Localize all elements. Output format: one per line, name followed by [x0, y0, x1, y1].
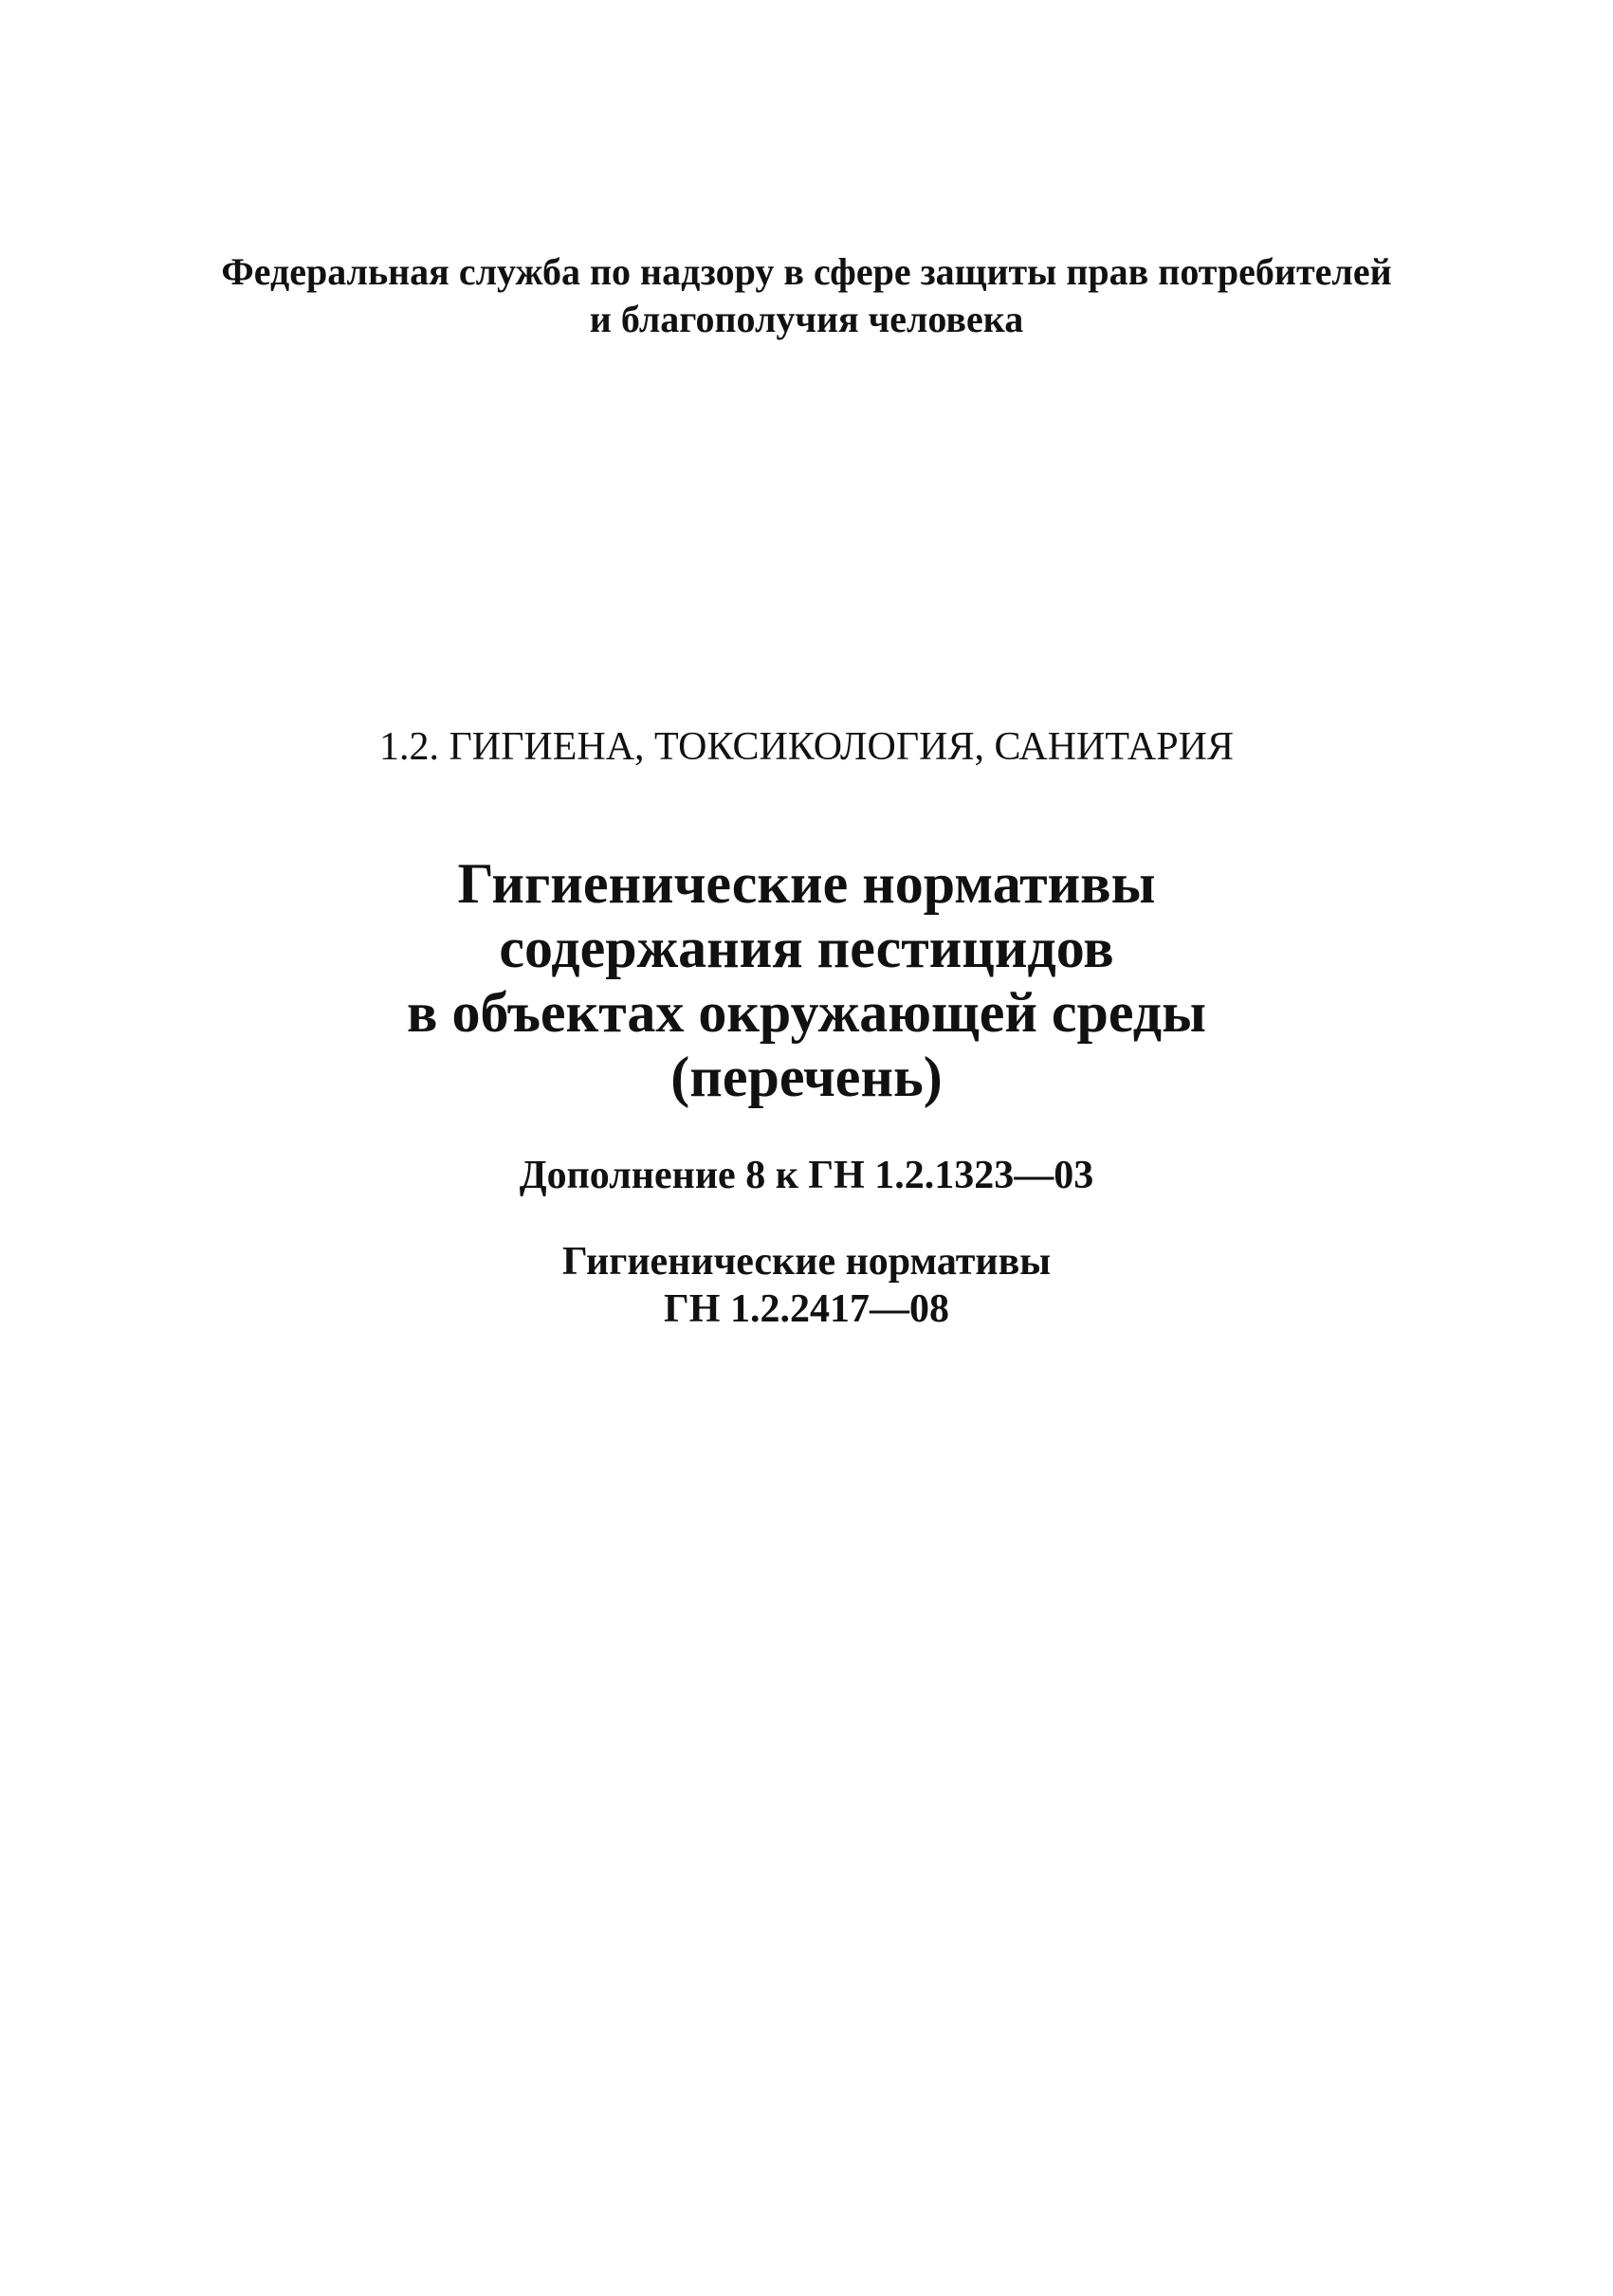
title-line-4: (перечень) — [670, 1046, 943, 1108]
title-line-1: Гигиенические нормативы — [457, 852, 1156, 915]
supplement-text: Дополнение 8 к ГН 1.2.1323—03 — [519, 1154, 1094, 1197]
organization-header — [0, 248, 1613, 343]
norms-designation — [0, 1238, 1613, 1333]
norms-line-1: Гигиенические нормативы — [561, 1240, 1052, 1284]
organization-line-1: Федеральная служба по надзору в сфере защиты прав потребителей — [221, 250, 1392, 293]
title-line-2: содержания пестицидов — [499, 917, 1114, 979]
supplement-note — [0, 1151, 1613, 1200]
organization-line-2: и благополучия человека — [589, 298, 1024, 340]
document-title — [0, 851, 1613, 1109]
norms-line-2: ГН 1.2.2417—08 — [664, 1287, 949, 1331]
title-line-3: в объектах окружающей среды — [407, 981, 1206, 1044]
section-heading — [0, 722, 1613, 772]
section-label: 1.2. ГИГИЕНА, ТОКСИКОЛОГИЯ, САНИТАРИЯ — [379, 725, 1234, 769]
